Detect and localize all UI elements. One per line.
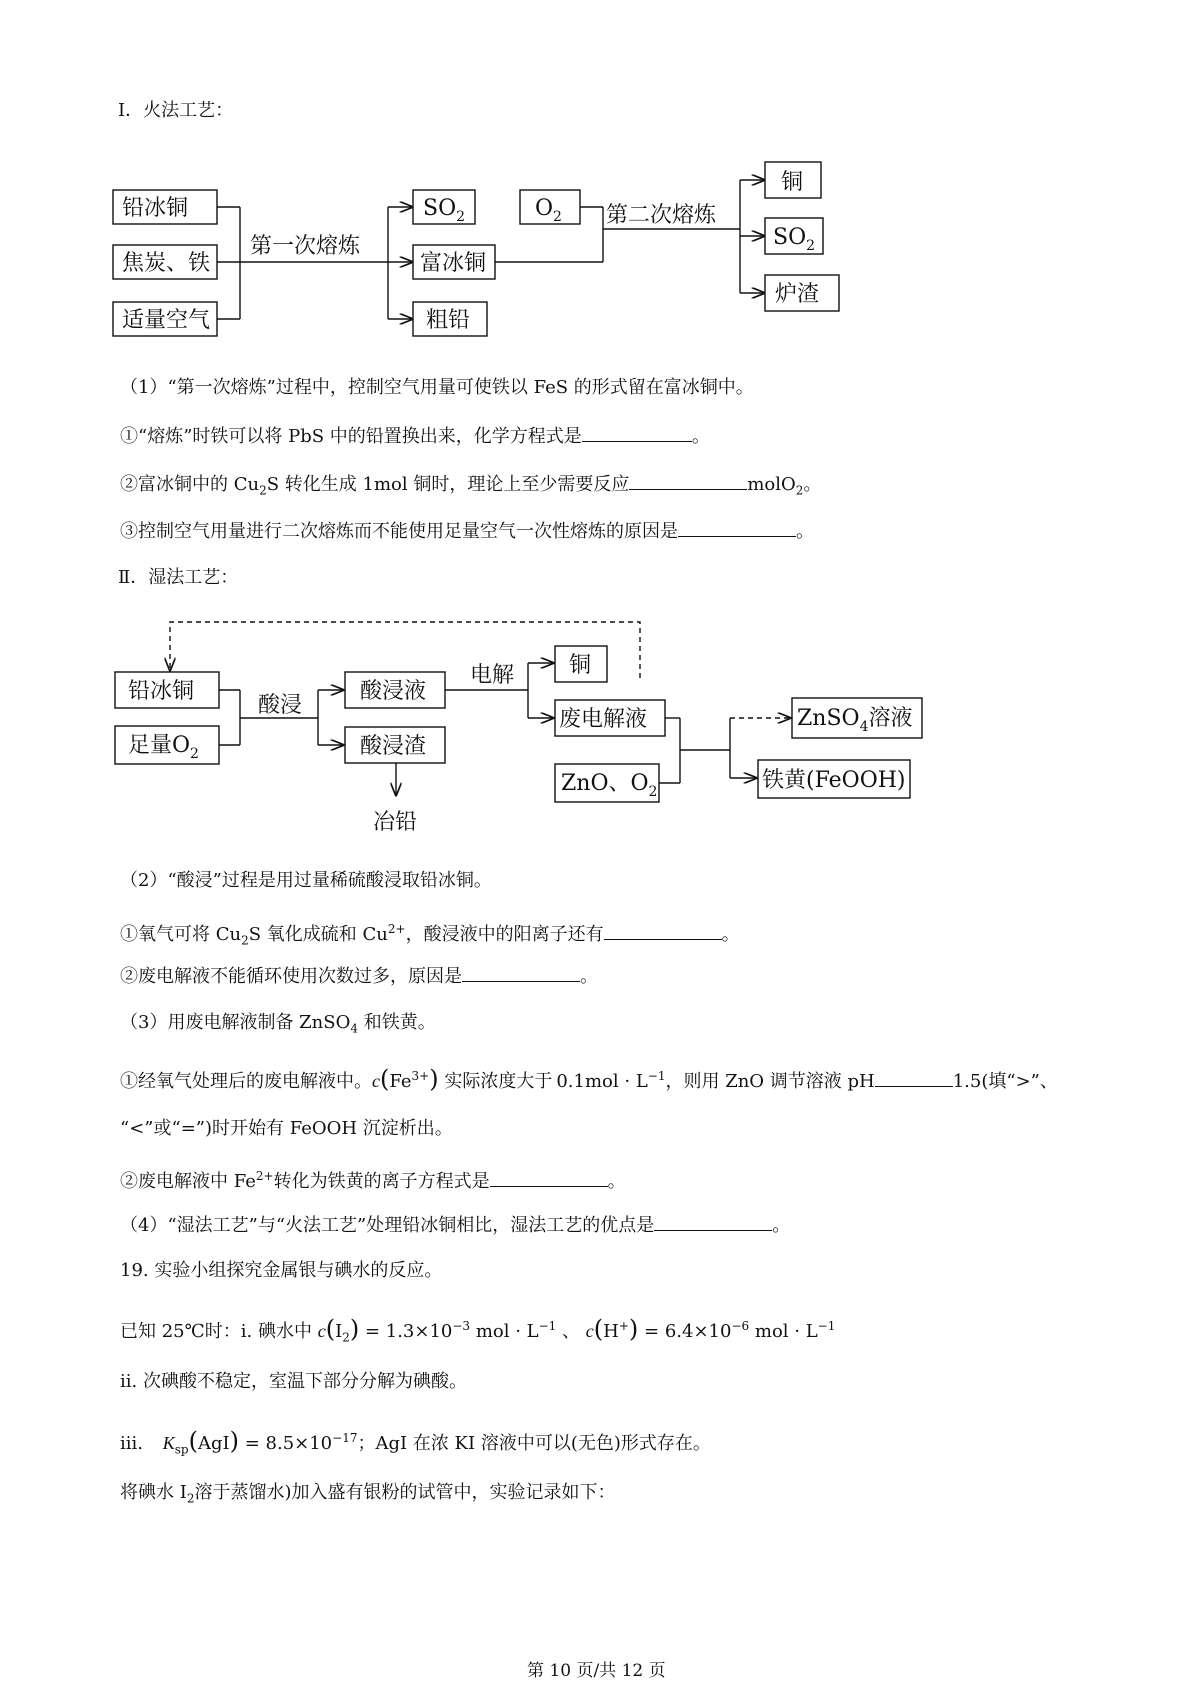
answer-blank (629, 471, 747, 490)
q19-title: 19. 实验小组探究金属银与碘水的反应。 (120, 1260, 443, 1281)
wet-copper: 铜 (569, 653, 592, 678)
answer-blank (654, 1212, 772, 1231)
q19-experiment: 将碘水 $I_2$溶于蒸馏水)加入盛有银粉的试管中，实验记录如下： (120, 1482, 616, 1506)
output-crude-lead: 粗铅 (426, 308, 471, 333)
iron-yellow-feooh: 铁黄(FeOOH) (762, 768, 906, 793)
step-acid-leach: 酸浸 (258, 693, 303, 718)
q1-intro: （1）“第一次熔炼”过程中，控制空气用量可使铁以 FeS 的形式留在富冰铜中。 (120, 377, 754, 398)
step-electrolysis: 电解 (470, 663, 515, 688)
section-title-fire: Ⅰ．火法工艺： (118, 100, 234, 121)
input-air: 适量空气 (122, 308, 211, 333)
answer-blank (604, 921, 722, 940)
leach-liquid: 酸浸液 (360, 679, 427, 704)
answer-blank (582, 423, 692, 442)
step-second-smelt: 第二次熔炼 (606, 203, 717, 228)
q1-b: ②富冰铜中的 $Cu_2S$ 转化生成 1mol 铜时，理论上至少需要反应 molO$_2$。 (120, 471, 821, 503)
q3-a-line2: “<”或“=”)时开始有 FeOOH 沉淀析出。 (120, 1118, 453, 1139)
section-title-wet: Ⅱ．湿法工艺： (118, 567, 239, 588)
q2-a: ①氧气可将 $Cu_2S$ 氧化成硫和 $Cu^{2+}$，酸浸液中的阳离子还有 。 (120, 922, 740, 948)
input-o2: $O_2$ (535, 196, 562, 225)
q2-intro: （2）“酸浸”过程是用过量稀硫酸浸取铅冰铜。 (120, 870, 492, 891)
answer-blank (678, 518, 796, 537)
q19-known-ii: ii. 次碘酸不稳定，室温下部分分解为碘酸。 (120, 1371, 467, 1392)
q19-known-i: 已知 25℃时：i. 碘水中 $c(I_2) = 1.3\times 10^{-3}$ mol · $L^{-1}$ 、 $c(H^+) = 6.4\times 10^{-6}$ mol · $L^{-1}$ (120, 1315, 836, 1345)
input-lead-matte: 铅冰铜 (122, 196, 189, 221)
step-first-smelt: 第一次熔炼 (250, 234, 361, 259)
waste-electrolyte: 废电解液 (559, 707, 648, 732)
znso4-solution: ZnSO$_4$溶液 (797, 706, 913, 735)
leach-residue: 酸浸渣 (360, 734, 427, 759)
zno-o2-input: ZnO、$O_2$ (561, 771, 658, 800)
q3-a: ①经氧气处理后的废电解液中。$c(Fe^{3+})$ 实际浓度大于 $0.1mol \cdot L^{-1}$，则用 ZnO 调节溶液 pH 1.5(填“>”、 (120, 1065, 1058, 1093)
q1-a: ①“熔炼”时铁可以将 PbS 中的铅置换出来，化学方程式是 。 (120, 423, 710, 449)
answer-blank (490, 1168, 608, 1187)
answer-blank (875, 1068, 953, 1087)
product-so2: $SO_2$ (773, 225, 816, 254)
product-copper: 铜 (781, 170, 804, 195)
lead-smelting: 冶铅 (373, 810, 418, 835)
wet-input-o2: 足量$O_2$ (128, 733, 199, 762)
q19-known-iii: iii. $K_{sp}(AgI) = 8.5\times 10^{-17}$；AgI 在浓 KI 溶液中可以(无色)形式存在。 (120, 1427, 711, 1457)
input-coke-iron: 焦炭、铁 (122, 251, 211, 276)
output-rich-matte: 富冰铜 (420, 251, 487, 276)
q2-b: ②废电解液不能循环使用次数过多，原因是 。 (120, 963, 598, 989)
q1-c: ③控制空气用量进行二次熔炼而不能使用足量空气一次性熔炼的原因是 。 (120, 518, 814, 544)
q4: （4）“湿法工艺”与“火法工艺”处理铅冰铜相比，湿法工艺的优点是 。 (120, 1212, 790, 1238)
q3-b: ②废电解液中 $Fe^{2+}$转化为铁黄的离子方程式是 。 (120, 1169, 626, 1192)
output-so2: $SO_2$ (423, 196, 466, 225)
q3-intro: （3）用废电解液制备 ZnSO$_4$ 和铁黄。 (120, 1012, 436, 1036)
wet-input-lead-matte: 铅冰铜 (128, 679, 195, 704)
page-number: 第 10 页/共 12 页 (527, 1661, 666, 1681)
product-slag: 炉渣 (775, 282, 820, 307)
answer-blank (462, 963, 580, 982)
